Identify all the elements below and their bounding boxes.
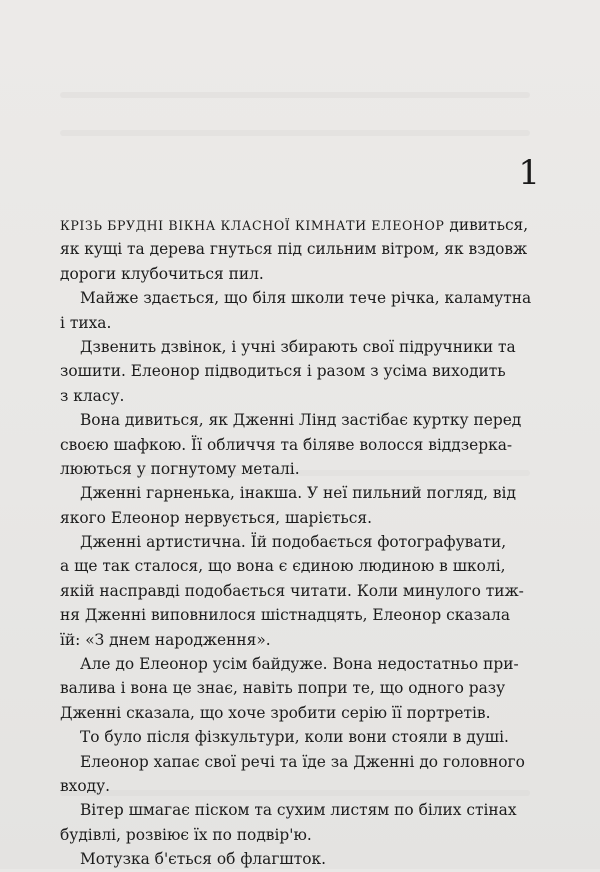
text-line: зошити. Елеонор підводиться і разом з усіма виходить [60,362,506,381]
text-line: якій насправді подобається читати. Коли минулого тиж- [60,581,524,600]
text-line: То було після фізкультури, коли вони стояли в душі. [80,728,509,747]
text-line: їй: «З днем народження». [60,630,271,649]
text-line: і тиха. [60,313,112,332]
text-line: якого Елеонор нервується, шаріється. [60,508,373,527]
chapter-number: 1 [518,153,540,193]
text-line: входу. [60,776,111,795]
text-line-rest: дивиться, [444,216,529,234]
text-line: а ще так сталося, що вона є єдиною людиною в школі, [60,557,506,576]
chapter-text [60,213,558,872]
text-line: Але до Елеонор усім байдуже. Вона недостатньо при- [80,655,519,674]
text-line: люються у погнутому металі. [60,459,300,478]
show-through-text [60,92,530,98]
text-line: з класу. [60,386,125,405]
chapter-opening-smallcaps: КРІЗЬ БРУДНІ ВІКНА КЛАСНОЇ КІМНАТИ ЕЛЕОНОР [60,218,445,233]
text-line: Майже здається, що біля школи тече річка, каламутна [80,289,532,308]
text-line [60,213,558,237]
text-line: ня Дженні виповнилося шістнадцять, Елеонор сказала [60,606,511,625]
text-line: Мотузка б'ється об флагшток. [80,850,326,869]
text-line: Дженні гарненька, інакша. У неї пильний погляд, від [80,484,516,503]
text-line: Вона дивиться, як Дженні Лінд застібає куртку перед [80,411,522,430]
text-line: валива і вона це знає, навіть попри те, що одного разу [60,679,506,698]
text-line: як кущі та дерева гнуться під сильним вітром, як вздовж [60,240,528,259]
text-line: Вітер шмагає піском та сухим листям по білих стінах [80,801,517,820]
text-line: Дженні сказала, що хоче зробити серію її портретів. [60,703,491,722]
text-line: будівлі, розвіює їх по подвір'ю. [60,825,312,844]
text-line: дороги клубочиться пил. [60,264,264,283]
text-line: Дженні артистична. Їй подобається фотографувати, [80,533,507,552]
text-line: Елеонор хапає свої речі та їде за Дженні до головного [80,752,525,771]
show-through-text [60,130,530,136]
text-line: Дзвенить дзвінок, і учні збирають свої підручники та [80,337,516,356]
text-line: своєю шафкою. Її обличчя та біляве волосся віддзерка- [60,435,513,454]
